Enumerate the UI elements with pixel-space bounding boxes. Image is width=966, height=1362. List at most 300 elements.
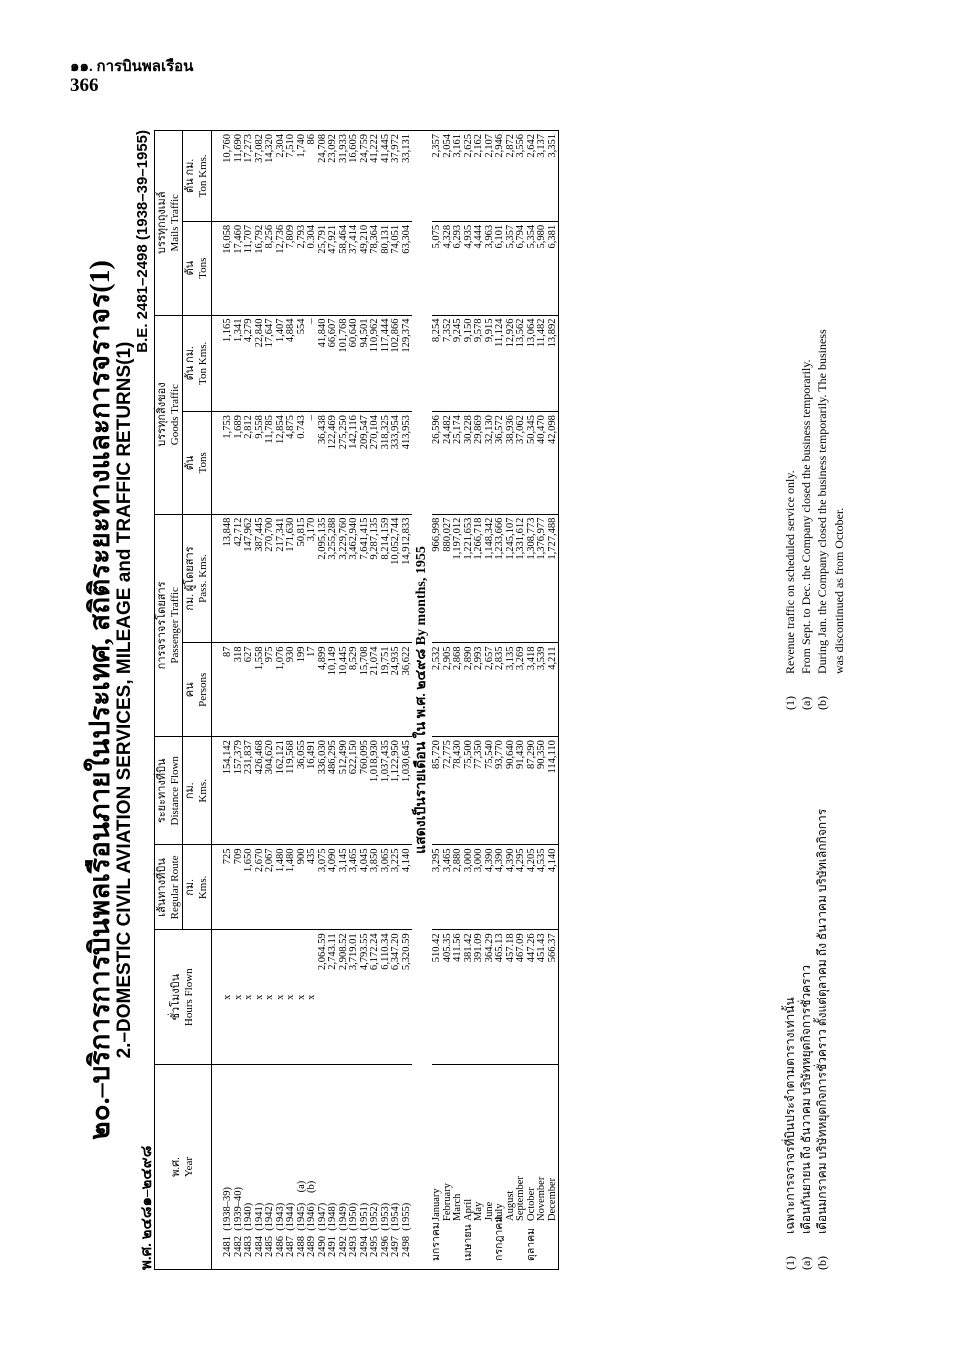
month-english: January [431, 1188, 443, 1221]
year-ce: (1948) [327, 1202, 339, 1231]
page-number: 366 [70, 74, 99, 96]
route-cell: 4,390 [495, 845, 506, 930]
mails-ton-kms-cell: 41,222 [370, 131, 381, 222]
goods-tons-cell: 142,116 [349, 412, 360, 514]
month-thai: เมษายน [462, 1224, 474, 1261]
table-row [265, 131, 276, 1270]
mails-ton-kms-cell: 3,351 [548, 131, 559, 222]
pass-kms-cell: 13,848 [223, 514, 234, 643]
hours-cell: 6,110.34 [381, 930, 392, 1065]
pass-kms-cell: 50,815 [297, 514, 308, 643]
year-be: 2491 [327, 1236, 339, 1257]
table-row [495, 131, 506, 1270]
year-ce: (1944) [285, 1202, 297, 1231]
goods-tons-cell: 24,482 [443, 412, 454, 514]
month-english: September [515, 1176, 527, 1221]
col-mails-tons: ตัน Tons [183, 221, 211, 315]
mails-ton-kms-cell: 3,556 [516, 131, 527, 222]
pass-kms-cell: 1,376,977 [537, 514, 548, 643]
mails-ton-kms-cell: 1,740 [297, 131, 308, 222]
persons-cell: 19,751 [381, 643, 392, 737]
persons-cell: 36,622 [402, 643, 413, 737]
mails-tons-cell: 37,414 [349, 221, 360, 315]
hours-cell: x [265, 930, 276, 1065]
persons-cell: 975 [265, 643, 276, 737]
footnote-text: เดือนกันยายน ถึง ธันวาคม บริษัทหยุดกิจการชั่วคราว [799, 964, 814, 1234]
month-english: July [494, 1203, 506, 1221]
year-be: 2493 [348, 1236, 360, 1257]
pass-kms-cell: 2,095,135 [318, 514, 329, 643]
mails-ton-kms-cell: 3,137 [537, 131, 548, 222]
month-cell [443, 1065, 454, 1270]
goods-tons-cell: 275,250 [339, 412, 350, 514]
goods-ton-kms-cell: 1,341 [234, 315, 245, 412]
spacer-row [211, 131, 223, 1270]
mails-tons-cell: 7,809 [286, 221, 297, 315]
goods-tons-cell: 4,875 [286, 412, 297, 514]
hours-cell: 4,793.55 [360, 930, 371, 1065]
period-thai: พ.ศ. ๒๔๘๑–๒๔๙๘ [139, 1145, 155, 1270]
mails-tons-cell: 8,256 [265, 221, 276, 315]
hours-cell: 457.18 [506, 930, 517, 1065]
month-english: October [525, 1187, 537, 1221]
goods-ton-kms-cell: 9,578 [474, 315, 485, 412]
goods-tons-cell: 209,547 [360, 412, 371, 514]
persons-cell: 8,529 [349, 643, 360, 737]
year-be: 2483 [243, 1236, 255, 1257]
mails-tons-cell: 5,357 [506, 221, 517, 315]
distance-cell: 72,775 [443, 737, 454, 845]
goods-ton-kms-cell: 101,768 [339, 315, 350, 412]
footnote [782, 329, 798, 710]
table-row [276, 131, 287, 1270]
table-row [234, 131, 245, 1270]
monthly-heading-row [412, 131, 432, 1270]
distance-cell: 90,640 [506, 737, 517, 845]
mails-tons-cell: 4,444 [474, 221, 485, 315]
goods-ton-kms-cell: 12,926 [506, 315, 517, 412]
mails-ton-kms-cell: 37,082 [255, 131, 266, 222]
persons-cell: 3,418 [527, 643, 538, 737]
table-row [453, 131, 464, 1270]
persons-cell: 2,905 [443, 643, 454, 737]
mails-tons-cell: 2,793 [297, 221, 308, 315]
pass-kms-cell: 966,998 [432, 514, 443, 643]
hours-cell: x [244, 930, 255, 1065]
hours-cell: 391.09 [474, 930, 485, 1065]
pass-kms-cell: 1,727,488 [548, 514, 559, 643]
table-row [255, 131, 266, 1270]
goods-ton-kms-cell: 22,840 [255, 315, 266, 412]
goods-tons-cell: 42,098 [548, 412, 559, 514]
persons-cell: 199 [297, 643, 308, 737]
route-cell: 4,295 [516, 845, 527, 930]
distance-cell: 93,770 [495, 737, 506, 845]
mails-ton-kms-cell: 11,690 [234, 131, 245, 222]
hours-cell: x [297, 930, 308, 1065]
month-english: December [546, 1177, 558, 1221]
year-be: 2494 [358, 1236, 370, 1257]
goods-tons-cell: 36,438 [318, 412, 329, 514]
year-ce: (1942) [264, 1202, 276, 1231]
mails-ton-kms-cell: 24,708 [318, 131, 329, 222]
footnote [814, 809, 830, 1270]
pass-kms-cell: 1,148,342 [485, 514, 496, 643]
goods-tons-cell: – [307, 412, 318, 514]
goods-ton-kms-cell: 66,607 [328, 315, 339, 412]
table-row [297, 131, 308, 1270]
year-ce: (1949) [337, 1202, 349, 1231]
year-be: 2488 [295, 1236, 307, 1257]
persons-cell: 2,890 [464, 643, 475, 737]
goods-tons-cell: 318,325 [381, 412, 392, 514]
year-be: 2497 [390, 1236, 402, 1257]
year-be: 2492 [337, 1236, 349, 1257]
mails-tons-cell: 11,707 [244, 221, 255, 315]
mails-ton-kms-cell: 16,605 [349, 131, 360, 222]
hours-cell: 364.29 [485, 930, 496, 1065]
goods-tons-cell: 1,689 [234, 412, 245, 514]
route-cell: 1,480 [276, 845, 287, 930]
year-cell [402, 1065, 413, 1270]
month-cell [548, 1065, 559, 1270]
goods-tons-cell: 37,062 [516, 412, 527, 514]
distance-cell: 336,030 [318, 737, 329, 845]
persons-cell: 15,708 [360, 643, 371, 737]
route-cell: 3,295 [432, 845, 443, 930]
table-row [474, 131, 485, 1270]
month-cell [432, 1065, 443, 1270]
goods-ton-kms-cell: 7,352 [443, 315, 454, 412]
persons-cell: 2,835 [495, 643, 506, 737]
persons-cell: 24,935 [391, 643, 402, 737]
route-cell: 725 [223, 845, 234, 930]
route-cell: 2,880 [453, 845, 464, 930]
year-note-mark: (b) [306, 1180, 318, 1193]
persons-cell: 930 [286, 643, 297, 737]
hours-cell: 411.56 [453, 930, 464, 1065]
goods-tons-cell: 2,812 [244, 412, 255, 514]
footnote-key: (a) [799, 696, 814, 710]
persons-cell: 10,149 [328, 643, 339, 737]
month-cell [527, 1065, 538, 1270]
route-cell: 2,067 [265, 845, 276, 930]
col-persons: คน Persons [183, 643, 211, 737]
route-cell: 3,000 [474, 845, 485, 930]
pass-kms-cell: 3,229,760 [339, 514, 350, 643]
distance-cell: 114,110 [548, 737, 559, 845]
persons-cell: 2,532 [432, 643, 443, 737]
hours-cell: 6,347.20 [391, 930, 402, 1065]
mails-ton-kms-cell: 2,946 [495, 131, 506, 222]
page-header [70, 60, 193, 96]
route-cell: 3,465 [443, 845, 454, 930]
mails-tons-cell: 6,293 [453, 221, 464, 315]
hours-cell: x [307, 930, 318, 1065]
table-title-english: 2.–DOMESTIC CIVIL AVIATION SERVICES, MILEAGE and TRAFFIC RETURNS(1) [114, 341, 135, 1059]
col-distance: ระยะทางที่บิน Distance Flown [155, 737, 183, 845]
month-cell [506, 1065, 517, 1270]
route-cell: 4,390 [506, 845, 517, 930]
route-cell: 3,465 [349, 845, 360, 930]
distance-cell: 16,491 [307, 737, 318, 845]
year-ce: (1939–40) [232, 1187, 244, 1231]
year-ce: (1946) [306, 1202, 318, 1231]
pass-kms-cell: 3,462,940 [349, 514, 360, 643]
distance-cell: 512,490 [339, 737, 350, 845]
footnote [782, 809, 798, 1270]
goods-tons-cell: 36,572 [495, 412, 506, 514]
goods-ton-kms-cell: 13,064 [527, 315, 538, 412]
hours-cell: x [234, 930, 245, 1065]
route-cell: 1,480 [286, 845, 297, 930]
goods-tons-cell: 1,753 [223, 412, 234, 514]
hours-cell: 405.35 [443, 930, 454, 1065]
mails-tons-cell: 12,736 [276, 221, 287, 315]
month-cell [516, 1065, 527, 1270]
hours-cell: x [286, 930, 297, 1065]
goods-ton-kms-cell: 8,254 [432, 315, 443, 412]
hours-cell: 465.13 [495, 930, 506, 1065]
distance-cell: 1,030,645 [402, 737, 413, 845]
mails-tons-cell: 63,304 [402, 221, 413, 315]
pass-kms-cell: 10,052,744 [391, 514, 402, 643]
pass-kms-cell: 7,641,415 [360, 514, 371, 643]
goods-ton-kms-cell: 4,279 [244, 315, 255, 412]
persons-cell: 627 [244, 643, 255, 737]
mails-tons-cell: 25,791 [318, 221, 329, 315]
distance-cell: 90,350 [537, 737, 548, 845]
goods-ton-kms-cell: 11,124 [495, 315, 506, 412]
pass-kms-cell: 880,027 [443, 514, 454, 643]
section-title: ๑๑. การบินพลเรือน [70, 59, 194, 75]
mails-ton-kms-cell: 86 [307, 131, 318, 222]
mails-ton-kms-cell: 3,161 [453, 131, 464, 222]
distance-cell: 231,837 [244, 737, 255, 845]
persons-cell: 17 [307, 643, 318, 737]
footnote [798, 329, 814, 710]
distance-cell: 1,037,435 [381, 737, 392, 845]
distance-cell: 304,620 [265, 737, 276, 845]
year-ce: (1950) [348, 1202, 360, 1231]
mails-ton-kms-cell: 37,972 [391, 131, 402, 222]
goods-ton-kms-cell: 4,884 [286, 315, 297, 412]
goods-tons-cell: 333,954 [391, 412, 402, 514]
footnote-text: was discontinued as from October. [831, 507, 846, 674]
goods-ton-kms-cell: – [307, 315, 318, 412]
mails-tons-cell: 5,980 [537, 221, 548, 315]
col-route: เส้นทางที่บิน Regular Route [155, 845, 183, 930]
goods-ton-kms-cell: 11,482 [537, 315, 548, 412]
pass-kms-cell: 14,912,833 [402, 514, 413, 643]
hours-cell: 2,908.52 [339, 930, 350, 1065]
footnote-text: During Jan. the Company closed the business temporarily. The business [815, 329, 830, 674]
pass-kms-cell: 217,341 [276, 514, 287, 643]
mails-tons-cell: 5,075 [432, 221, 443, 315]
table-row [307, 131, 318, 1270]
route-cell: 4,390 [485, 845, 496, 930]
col-hours: ชั่วโมงบิน Hours Flown [155, 930, 212, 1065]
goods-ton-kms-cell: 13,562 [516, 315, 527, 412]
mails-ton-kms-cell: 2,107 [485, 131, 496, 222]
mails-ton-kms-cell: 23,092 [328, 131, 339, 222]
year-ce: (1952) [369, 1202, 381, 1231]
table-row [548, 131, 559, 1270]
month-cell [537, 1065, 548, 1270]
mails-tons-cell: 49,210 [360, 221, 371, 315]
year-ce: (1940) [243, 1202, 255, 1231]
year-ce: (1951) [358, 1202, 370, 1231]
distance-cell: 1,122,950 [391, 737, 402, 845]
pass-kms-cell: 1,331,612 [516, 514, 527, 643]
mails-tons-cell: 16,058 [223, 221, 234, 315]
distance-cell: 486,295 [328, 737, 339, 845]
route-cell: 2,670 [255, 845, 266, 930]
footnote-key: (b) [815, 696, 830, 710]
goods-ton-kms-cell: 102,866 [391, 315, 402, 412]
hours-cell: x [276, 930, 287, 1065]
year-be: 2481 [222, 1236, 234, 1257]
goods-tons-cell: 30,228 [464, 412, 475, 514]
hours-cell: 2,743.11 [328, 930, 339, 1065]
goods-ton-kms-cell: 94,501 [360, 315, 371, 412]
route-cell: 3,225 [391, 845, 402, 930]
route-cell: 4,140 [402, 845, 413, 930]
goods-tons-cell: 12,854 [276, 412, 287, 514]
mails-ton-kms-cell: 2,054 [443, 131, 454, 222]
goods-tons-cell: 413,953 [402, 412, 413, 514]
goods-tons-cell: 40,470 [537, 412, 548, 514]
persons-cell: 10,445 [339, 643, 350, 737]
distance-cell: 75,500 [464, 737, 475, 845]
period-english: B.E. 2481–2498 (1938–39–1955) [134, 130, 151, 353]
mails-ton-kms-cell: 17,273 [244, 131, 255, 222]
hours-cell: 566.37 [548, 930, 559, 1065]
pass-kms-cell: 147,962 [244, 514, 255, 643]
year-be: 2484 [253, 1236, 265, 1257]
year-be: 2489 [306, 1236, 318, 1257]
mails-ton-kms-cell: 41,445 [381, 131, 392, 222]
mails-ton-kms-cell: 2,304 [276, 131, 287, 222]
year-be: 2498 [400, 1236, 412, 1257]
goods-tons-cell: 270,104 [370, 412, 381, 514]
hours-cell: 381.42 [464, 930, 475, 1065]
footnotes-english [782, 329, 847, 710]
table-row [464, 131, 475, 1270]
goods-ton-kms-cell: 554 [297, 315, 308, 412]
pass-kms-cell: 1,266,718 [474, 514, 485, 643]
persons-cell: 2,868 [453, 643, 464, 737]
hours-cell: 510.42 [432, 930, 443, 1065]
year-ce: (1945) [295, 1202, 307, 1231]
goods-ton-kms-cell: 41,840 [318, 315, 329, 412]
pass-kms-cell: 8,214,159 [381, 514, 392, 643]
pass-kms-cell: 270,700 [265, 514, 276, 643]
table-row [328, 131, 339, 1270]
header-row-1 [155, 131, 183, 1270]
route-cell: 435 [307, 845, 318, 930]
mails-tons-cell: 6,794 [516, 221, 527, 315]
route-cell: 4,045 [360, 845, 371, 930]
goods-ton-kms-cell: 13,892 [548, 315, 559, 412]
month-cell [453, 1065, 464, 1270]
route-cell: 3,850 [370, 845, 381, 930]
persons-cell: 4,211 [548, 643, 559, 737]
goods-tons-cell: 32,130 [485, 412, 496, 514]
mails-ton-kms-cell: 33,131 [402, 131, 413, 222]
footnote-text: Revenue traffic on scheduled service only. [783, 470, 797, 674]
col-mails-ton-kms: ตัน กม. Ton Kms. [183, 131, 211, 222]
persons-cell: 318 [234, 643, 245, 737]
hours-cell: 5,320.59 [402, 930, 413, 1065]
col-mails: บรรทุกถุงเมล์ Mails Traffic [155, 131, 183, 316]
month-english: June [483, 1201, 495, 1221]
mails-tons-cell: 4,328 [443, 221, 454, 315]
distance-cell: 157,379 [234, 737, 245, 845]
persons-cell: 87 [223, 643, 234, 737]
distance-cell: 36,055 [297, 737, 308, 845]
month-english: August [504, 1190, 516, 1221]
table-row [286, 131, 297, 1270]
mails-tons-cell: 78,364 [370, 221, 381, 315]
persons-cell: 4,899 [318, 643, 329, 737]
table-body [211, 131, 559, 1270]
hours-cell: 2,064.59 [318, 930, 329, 1065]
goods-ton-kms-cell: 17,647 [265, 315, 276, 412]
mails-tons-cell: 47,921 [328, 221, 339, 315]
year-be: 2495 [369, 1236, 381, 1257]
table-row [360, 131, 371, 1270]
distance-cell: 91,430 [516, 737, 527, 845]
goods-ton-kms-cell: 9,245 [453, 315, 464, 412]
month-thai: ตุลาคม [525, 1227, 537, 1261]
footnote-text: From Sept. to Dec. the Company closed the business temporarily. [799, 359, 814, 674]
persons-cell: 3,539 [537, 643, 548, 737]
table-row [223, 131, 234, 1270]
pass-kms-cell: 1,308,773 [527, 514, 538, 643]
mails-ton-kms-cell: 10,760 [223, 131, 234, 222]
hours-cell: x [255, 930, 266, 1065]
table-row [370, 131, 381, 1270]
mails-ton-kms-cell: 2,625 [464, 131, 475, 222]
col-distance-unit: กม. Kms. [183, 737, 211, 845]
goods-ton-kms-cell: 1,165 [223, 315, 234, 412]
month-cell [464, 1065, 475, 1270]
persons-cell: 3,135 [506, 643, 517, 737]
goods-ton-kms-cell: 9,915 [485, 315, 496, 412]
month-english: February [441, 1183, 453, 1221]
distance-cell: 119,568 [286, 737, 297, 845]
table-row [443, 131, 454, 1270]
table-row [349, 131, 360, 1270]
distance-cell: 78,430 [453, 737, 464, 845]
col-passenger: การจราจรโดยสาร Passenger Traffic [155, 514, 183, 737]
goods-ton-kms-cell: 110,962 [370, 315, 381, 412]
mails-tons-cell: 6,101 [495, 221, 506, 315]
year-ce: (1947) [316, 1202, 328, 1231]
hours-cell: 451.43 [537, 930, 548, 1065]
year-ce: (1941) [253, 1202, 265, 1231]
table-row [516, 131, 527, 1270]
hours-cell: 467.09 [516, 930, 527, 1065]
table-title-thai: ๒๐.–บริการการบินพลเรือนภายในประเทศ, สถิติระยะทางและการจราจร(1) [85, 260, 116, 1140]
year-ce: (1938–39) [222, 1187, 234, 1231]
pass-kms-cell: 3,170 [307, 514, 318, 643]
mails-ton-kms-cell: 2,642 [527, 131, 538, 222]
year-be: 2486 [274, 1236, 286, 1257]
footnote-key: (a) [799, 1256, 814, 1270]
pass-kms-cell: 3,255,288 [328, 514, 339, 643]
